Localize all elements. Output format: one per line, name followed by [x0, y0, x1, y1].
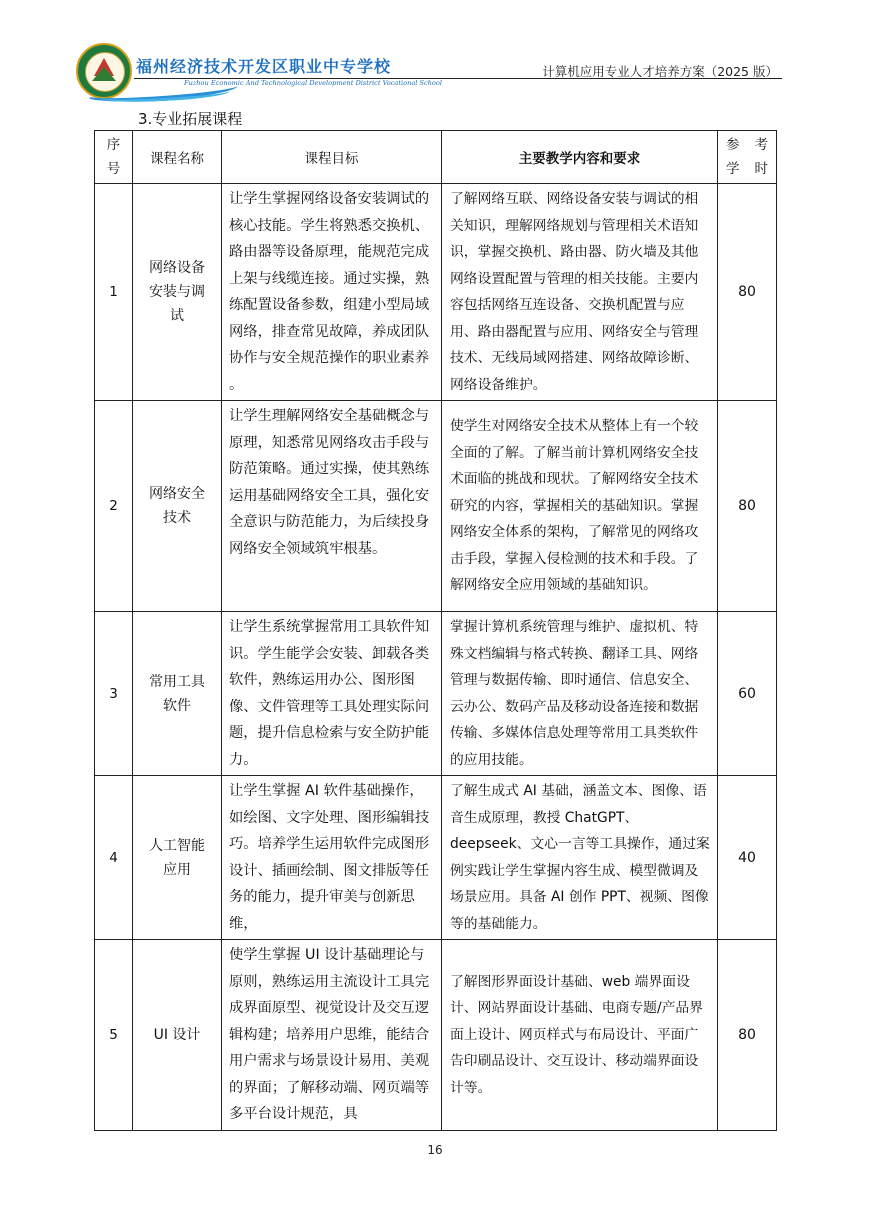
row-content: 了解图形界面设计基础、web 端界面设计、网站界面设计基础、电商专题/产品界面上设计、网页样式与布局设计、平面广告印刷品设计、交互设计、移动端界面设计等。: [442, 940, 718, 1131]
row-goal: 让学生理解网络安全基础概念与原理，知悉常见网络攻击手段与防范策略。通过实操，使其熟练运用基础网络安全工具，强化安全意识与防范能力，为后续投身网络安全领域筑牢根基。: [222, 401, 442, 612]
table-row: [95, 940, 777, 1131]
header-name: 课程名称: [133, 131, 222, 184]
row-goal: 让学生掌握网络设备安装调试的核心技能。学生将熟悉交换机、路由器等设备原理，能规范完成上架与线缆连接。通过实操，熟练配置设备参数，组建小型局域网络，排查常见故障，养成团队协作与安全规范操作的职业素养 。: [222, 184, 442, 401]
table-row: [95, 612, 777, 776]
row-course-name: 常用工具软件: [133, 612, 222, 776]
row-goal: 使学生掌握 UI 设计基础理论与原则，熟练运用主流设计工具完成界面原型、视觉设计及交互逻辑构建；培养用户思维，能结合用户需求与场景设计易用、美观的界面；了解移动端、网页端等多平台设计规范，具: [222, 940, 442, 1131]
header-hours-line1: 参 考: [726, 137, 768, 153]
row-course-name: 网络设备安装与调试: [133, 184, 222, 401]
row-no: 4: [95, 776, 133, 940]
school-name-en: Fuzhou Economic And Technological Development District Vocational School: [184, 79, 442, 87]
row-content: 掌握计算机系统管理与维护、虚拟机、特殊文档编辑与格式转换、翻译工具、网络管理与数据传输、即时通信、信息安全、云办公、数码产品及移动设备连接和数据传输、多媒体信息处理等常用工具类软件的应用技能。: [442, 612, 718, 776]
school-name-cn: 福州经济技术开发区职业中专学校: [136, 57, 392, 76]
row-course-name: 网络安全技术: [133, 401, 222, 612]
row-content: 了解生成式 AI 基础，涵盖文本、图像、语音生成原理，教授 ChatGPT、deepseek、文心一言等工具操作，通过案例实践让学生掌握内容生成、模型微调及场景应用。具备 AI 创作 PPT、视频、图像等的基础能力。: [442, 776, 718, 940]
table-row: [95, 184, 777, 401]
header-hours: [718, 131, 777, 184]
row-hours: 80: [718, 401, 777, 612]
row-hours: 40: [718, 776, 777, 940]
header-hours-line2: 学 时: [726, 161, 768, 177]
row-no: 3: [95, 612, 133, 776]
header-no: [95, 131, 133, 184]
header-no-line2: 号: [106, 161, 121, 177]
row-hours: 80: [718, 940, 777, 1131]
header-no-line1: 序: [106, 137, 121, 153]
header-goal: 课程目标: [222, 131, 442, 184]
row-no: 2: [95, 401, 133, 612]
row-goal: 让学生掌握 AI 软件基础操作，如绘图、文字处理、图形编辑技巧。培养学生运用软件完成图形设计、插画绘制、图文排版等任务的能力，提升审美与创新思维，: [222, 776, 442, 940]
row-goal: 让学生系统掌握常用工具软件知识。学生能学会安装、卸载各类软件，熟练运用办公、图形图像、文件管理等工具处理实际问题，提升信息检索与安全防护能力。: [222, 612, 442, 776]
row-hours: 60: [718, 612, 777, 776]
document-title: 计算机应用专业人才培养方案（2025 版）: [542, 64, 778, 79]
row-hours: 80: [718, 184, 777, 401]
row-content: 使学生对网络安全技术从整体上有一个较全面的了解。了解当前计算机网络安全技术面临的挑战和现状。了解网络安全技术研究的内容，掌握相关的基础知识。掌握网络安全体系的架构，了解常见的网络攻击手段，掌握入侵检测的技术和手段。了解网络安全应用领域的基础知识。: [442, 401, 718, 612]
page-header: [0, 0, 870, 110]
page-number: 16: [427, 1143, 443, 1157]
row-course-name: 人工智能应用: [133, 776, 222, 940]
table-row: [95, 776, 777, 940]
table-header-row: [95, 131, 777, 184]
row-content: 了解网络互联、网络设备安装与调试的相关知识，理解网络规划与管理相关术语知识，掌握交换机、路由器、防火墙及其他网络设置配置与管理的相关技能。主要内容包括网络互连设备、交换机配置与应用、路由器配置与应用、网络安全与管理技术、无线局域网搭建、网络故障诊断、网络设备维护。: [442, 184, 718, 401]
table-row: [95, 401, 777, 612]
row-no: 5: [95, 940, 133, 1131]
header-content: 主要教学内容和要求: [442, 131, 718, 184]
row-course-name: UI 设计: [133, 940, 222, 1131]
course-table: [94, 130, 777, 1131]
row-no: 1: [95, 184, 133, 401]
section-title: 3.专业拓展课程: [138, 110, 243, 128]
